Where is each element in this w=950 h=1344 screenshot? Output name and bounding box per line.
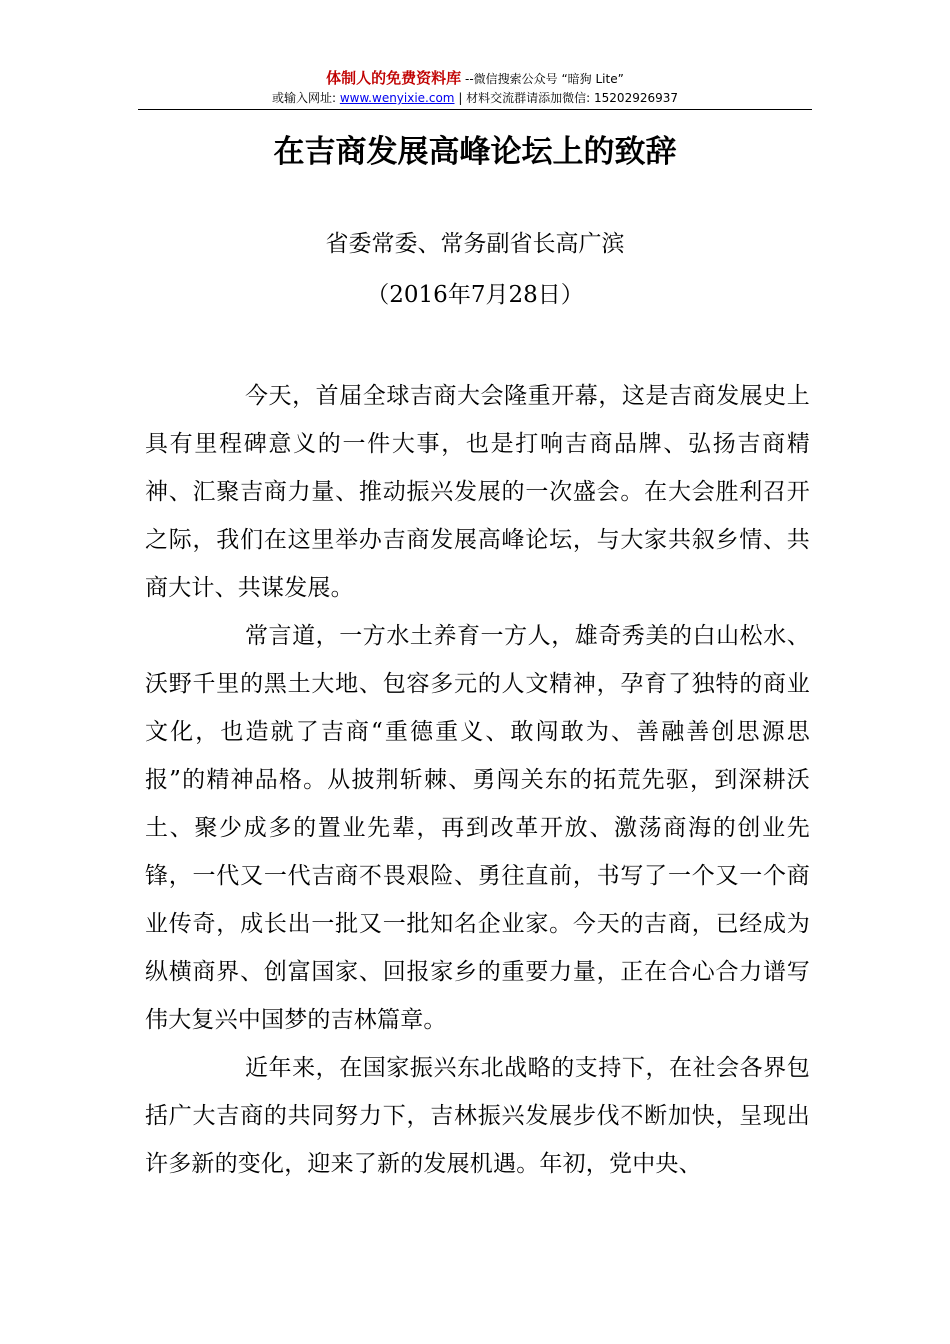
document-author: 省委常委、常务副省长高广滨	[325, 231, 625, 257]
header-contact: | 材料交流群请添加微信: 15202926937	[454, 91, 679, 105]
header-tagline: --微信搜索公众号 “暗狗 Lite”	[461, 72, 624, 86]
header-divider	[138, 109, 812, 110]
page-header	[0, 70, 950, 107]
document-date: （2016年7月28日）	[366, 282, 584, 308]
header-brand: 体制人的免费资料库	[326, 69, 462, 87]
header-url-prefix: 或输入网址:	[271, 91, 340, 105]
document-body	[145, 372, 810, 1188]
body-paragraph: 近年来，在国家振兴东北战略的支持下，在社会各界包括广大吉商的共同努力下，吉林振兴发展步伐不断加快，呈现出许多新的变化，迎来了新的发展机遇。年初，党中央、	[145, 1055, 810, 1177]
body-paragraph: 常言道，一方水土养育一方人，雄奇秀美的白山松水、沃野千里的黑土大地、包容多元的人文精神，孕育了独特的商业文化，也造就了吉商“重德重义、敢闯敢为、善融善创思源思报”的精神品格。从披荆斩棘、勇闯关东的拓荒先驱，到深耕沃土、聚少成多的置业先辈，再到改革开放、激荡商海的创业先锋，一代又一代吉商不畏艰险、勇往直前，书写了一个又一个商业传奇，成长出一批又一批知名企业家。今天的吉商，已经成为纵横商界、创富国家、回报家乡的重要力量，正在合心合力谱写伟大复兴中国梦的吉林篇章。	[145, 623, 810, 1033]
body-paragraph: 今天，首届全球吉商大会隆重开幕，这是吉商发展史上具有里程碑意义的一件大事，也是打响吉商品牌、弘扬吉商精神、汇聚吉商力量、推动振兴发展的一次盛会。在大会胜利召开之际，我们在这里举办吉商发展高峰论坛，与大家共叙乡情、共商大计、共谋发展。	[145, 383, 810, 601]
header-contact-line	[0, 90, 950, 107]
header-website-link[interactable]: www.wenyixie.com	[339, 91, 455, 105]
document-title: 在吉商发展高峰论坛上的致辞	[273, 134, 677, 170]
header-promo-line	[0, 70, 950, 88]
